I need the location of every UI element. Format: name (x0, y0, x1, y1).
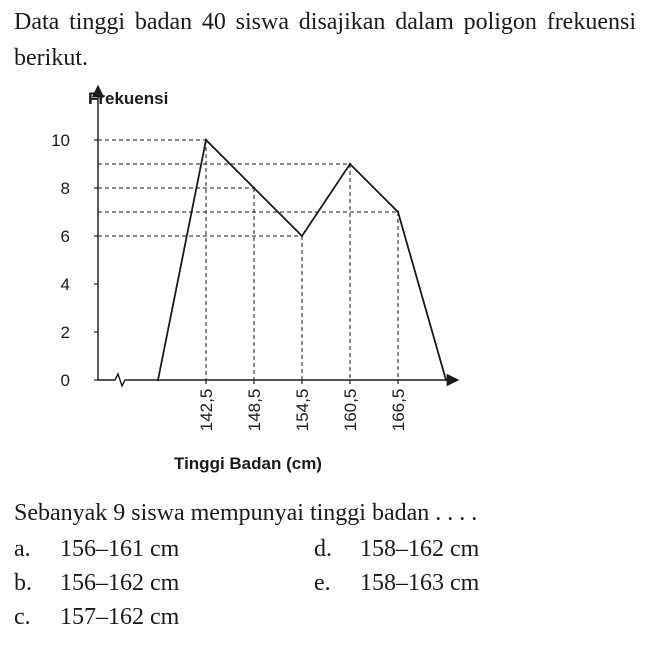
y-tick-label-0: 0 (60, 371, 70, 390)
x-tick-label-1: 148,5 (245, 388, 264, 432)
frequency-polygon-chart (0, 78, 650, 478)
data-point-4 (349, 163, 351, 165)
option-d-text: 158–162 cm (360, 536, 480, 562)
y-tick-label-1: 2 (60, 323, 70, 342)
y-axis-title: Frekuensi (88, 89, 169, 108)
y-tick-label-4: 8 (60, 179, 70, 198)
question-text: Sebanyak 9 siswa mempunyai tinggi badan . . . . (14, 500, 478, 526)
y-tick-label-2: 4 (60, 275, 70, 294)
chart-labels (51, 89, 408, 473)
data-point-3 (301, 235, 303, 237)
y-tick-label-5: 10 (51, 131, 70, 150)
option-b-text: 156–162 cm (60, 570, 180, 596)
data-point-1 (205, 139, 207, 141)
option-b[interactable] (14, 568, 179, 598)
option-b-letter: b. (14, 570, 32, 596)
data-point-2 (253, 187, 255, 189)
option-c[interactable] (14, 602, 179, 632)
data-point-5 (397, 211, 399, 213)
option-e[interactable] (314, 568, 479, 598)
dashed-guide-lines (98, 140, 398, 380)
data-point-0 (157, 379, 159, 381)
data-point-6 (445, 379, 447, 381)
intro-text: Data tinggi badan 40 siswa disajikan dalam poligon frekuensi berikut. (14, 9, 636, 71)
x-tick-label-3: 160,5 (341, 388, 360, 432)
x-axis-title: Tinggi Badan (cm) (174, 454, 322, 473)
x-tick-label-4: 166,5 (389, 388, 408, 432)
option-e-text: 158–163 cm (360, 570, 480, 596)
option-c-letter: c. (14, 604, 31, 630)
option-a[interactable] (14, 534, 179, 564)
x-axis-break (98, 374, 158, 386)
option-a-letter: a. (14, 536, 31, 562)
x-tick-label-0: 142,5 (197, 388, 216, 432)
option-d-letter: d. (314, 536, 332, 562)
x-tick-label-2: 154,5 (293, 388, 312, 432)
option-a-text: 156–161 cm (60, 536, 180, 562)
option-e-letter: e. (314, 570, 331, 596)
option-c-text: 157–162 cm (60, 604, 180, 630)
option-d[interactable] (314, 534, 479, 564)
y-tick-label-3: 6 (60, 227, 70, 246)
